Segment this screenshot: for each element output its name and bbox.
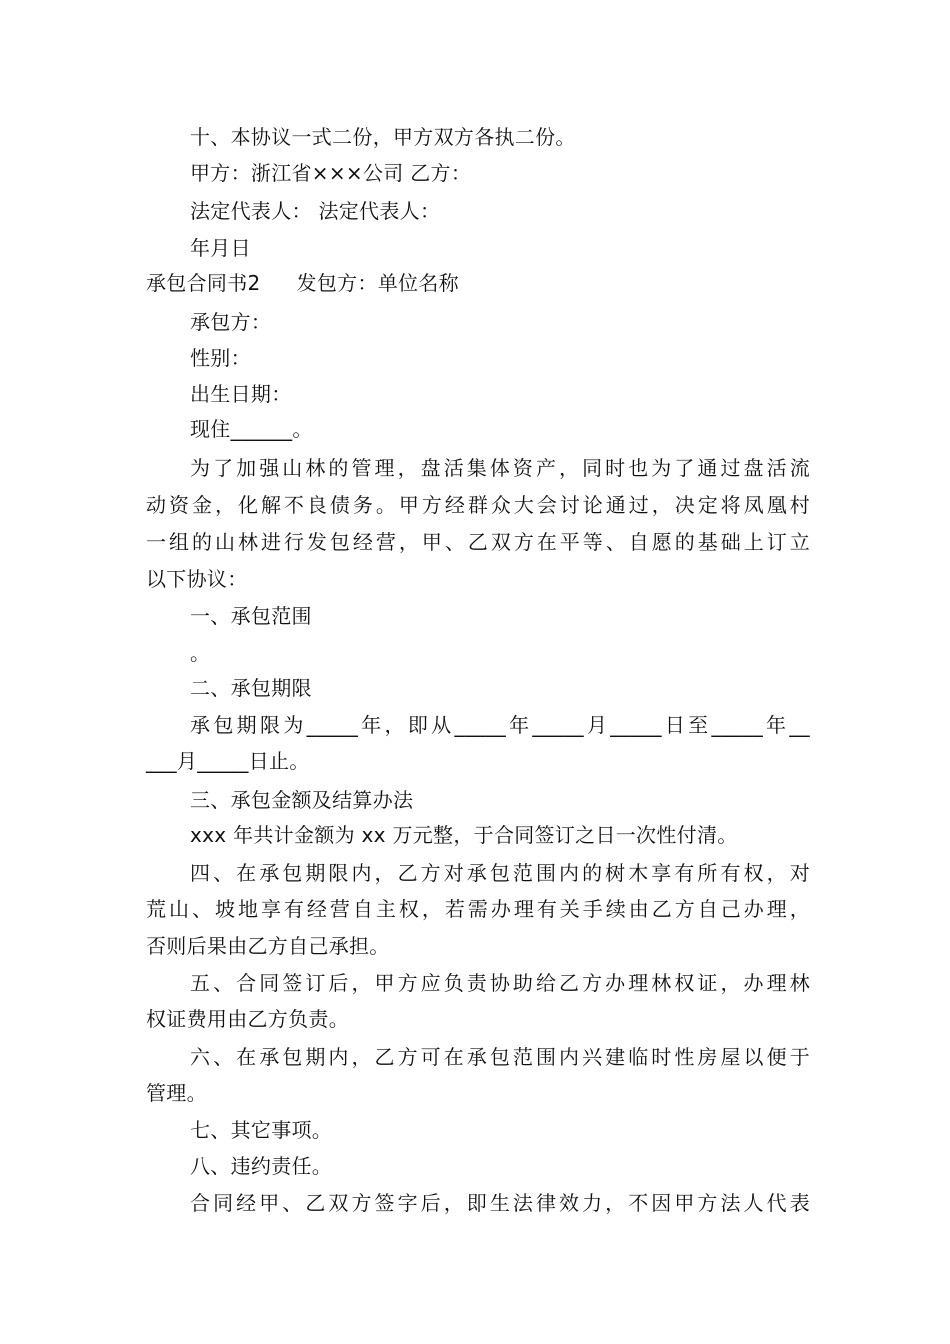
section-title-row xyxy=(146,270,810,296)
section-title: 承包合同书2 xyxy=(146,271,261,295)
clause-1-body: 。 xyxy=(190,641,211,665)
intro-paragraph-line: 一组的山林进行发包经营，甲、乙双方在平等、自愿的基础上订立 xyxy=(146,530,810,554)
clause-3-body: xxx 年共计金额为 xx 万元整，于合同签订之日一次性付清。 xyxy=(190,823,738,847)
intro-paragraph-line: 以下协议： xyxy=(146,567,248,591)
contractor-field: 承包方： xyxy=(190,310,272,334)
clause-5-line: 权证费用由乙方负责。 xyxy=(146,1007,349,1031)
closing-line: 合同经甲、乙双方签字后，即生法律效力，不因甲方法人代表 xyxy=(190,1191,810,1215)
address-field: 现住______。 xyxy=(190,417,313,441)
intro-paragraph-line: 为了加强山林的管理，盘活集体资产，同时也为了通过盘活流 xyxy=(190,456,810,480)
clause-8: 八、违约责任。 xyxy=(190,1154,333,1178)
date-line: 年月日 xyxy=(190,236,251,260)
clause-6-line: 管理。 xyxy=(146,1081,207,1105)
legal-representative-line: 法定代表人： 法定代表人： xyxy=(190,199,441,223)
issuer-label: 发包方：单位名称 xyxy=(296,271,459,295)
clause-3-title: 三、承包金额及结算办法 xyxy=(190,788,414,812)
clause-2-body-line: 承包期限为_____年，即从_____年_____月_____日至_____年__ xyxy=(190,713,810,737)
clause-2-body-line: ___月_____日止。 xyxy=(146,749,310,773)
clause-1-title: 一、承包范围 xyxy=(190,604,312,628)
clause-6-line: 六、在承包期内，乙方可在承包范围内兴建临时性房屋以便于 xyxy=(190,1045,810,1069)
clause-5-line: 五、合同签订后，甲方应负责协助给乙方办理林权证，办理林 xyxy=(190,971,810,995)
party-a-b-line: 甲方：浙江省×××公司 乙方： xyxy=(190,161,472,185)
clause-4-line: 四、在承包期限内，乙方对承包范围内的树木享有所有权，对 xyxy=(190,861,810,885)
intro-paragraph-line: 动资金，化解不良债务。甲方经群众大会讨论通过，决定将凤凰村 xyxy=(146,493,810,517)
clause-7: 七、其它事项。 xyxy=(190,1118,333,1142)
gender-field: 性别： xyxy=(190,346,251,370)
clause-10-text: 十、本协议一式二份，甲方双方各执二份。 xyxy=(190,125,576,149)
birthdate-field: 出生日期： xyxy=(190,382,292,406)
clause-4-line: 否则后果由乙方自己承担。 xyxy=(146,934,390,958)
clause-4-line: 荒山、坡地享有经营自主权，若需办理有关手续由乙方自己办理， xyxy=(146,897,810,921)
clause-2-title: 二、承包期限 xyxy=(190,676,312,700)
